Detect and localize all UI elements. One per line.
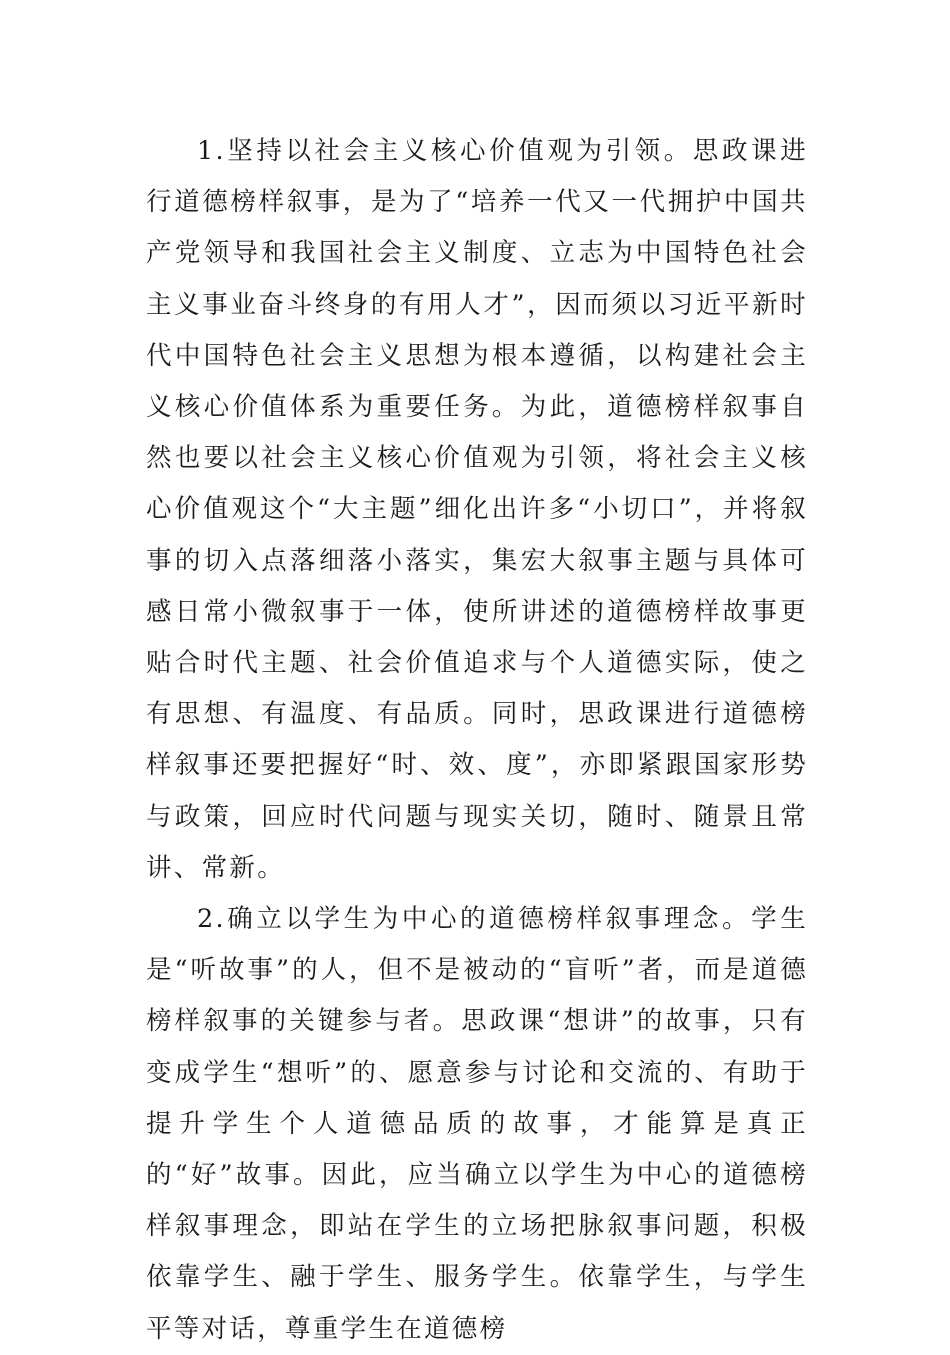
paragraph-2: 2.确立以学生为中心的道德榜样叙事理念。学生是“听故事”的人，但不是被动的“盲听”者，而是道德榜样叙事的关键参与者。思政课“想讲”的故事，只有变成学生“想听”的、愿意参与讨论和交流的、有助于提升学生个人道德品质的故事，才能算是真正的“好”故事。因此，应当确立以学生为中心的道德榜样叙事理念，即站在学生的立场把脉叙事问题，积极依靠学生、融于学生、服务学生。依靠学生，与学生平等对话，尊重学生在道德榜 [146, 904, 808, 1344]
paragraph-1: 1.坚持以社会主义核心价值观为引领。思政课进行道德榜样叙事，是为了“培养一代又一代拥护中国共产党领导和我国社会主义制度、立志为中国特色社会主义事业奋斗终身的有用人才”，因而须以习近平新时代中国特色社会主义思想为根本遵循，以构建社会主义核心价值体系为重要任务。为此，道德榜样叙事自然也要以社会主义核心价值观为引领，将社会主义核心价值观这个“大主题”细化出许多“小切口”，并将叙事的切入点落细落小落实，集宏大叙事主题与具体可感日常小微叙事于一体，使所讲述的道德榜样故事更贴合时代主题、社会价值追求与个人道德实际，使之有思想、有温度、有品质。同时，思政课进行道德榜样叙事还要把握好“时、效、度”，亦即紧跟国家形势与政策，回应时代问题与现实关切，随时、随景且常讲、常新。 [146, 136, 808, 883]
document-body [146, 126, 808, 1355]
